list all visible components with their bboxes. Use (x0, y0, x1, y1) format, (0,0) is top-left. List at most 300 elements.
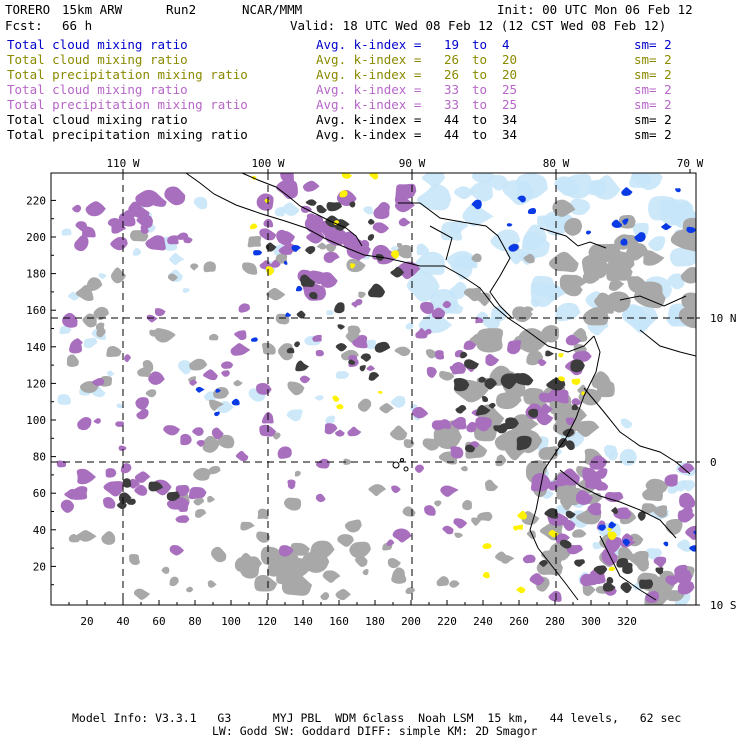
heavy-cloud-shade (369, 372, 380, 381)
field-smoothing: sm= 2 (634, 52, 672, 67)
heavy-cloud-shade (306, 199, 317, 205)
light-cloud-shade (287, 409, 303, 421)
cloud-shade (233, 380, 242, 386)
precip-shade (654, 557, 667, 568)
light-cloud-shade (621, 418, 633, 428)
precip-shade (393, 528, 412, 542)
cloud-shade (572, 529, 586, 537)
precip-highlight (513, 526, 519, 531)
precip-shade (164, 186, 185, 205)
heavy-cloud-shade (545, 350, 554, 356)
deep-cloud-shade (586, 231, 591, 235)
light-cloud-shade (677, 539, 691, 551)
precip-shade (466, 422, 476, 433)
cloud-shade (476, 328, 503, 352)
light-cloud-shade (84, 338, 98, 348)
x-tick-label: 160 (329, 615, 349, 628)
model-run: Run2 (166, 2, 197, 17)
cloud-shade (266, 288, 285, 300)
model-resolution: 15km ARW (62, 2, 123, 17)
cloud-shade (454, 533, 463, 538)
x-tick-label: 40 (116, 615, 130, 628)
heavy-cloud-shade (368, 219, 375, 225)
precip-shade (103, 497, 115, 509)
cloud-shade (681, 292, 709, 309)
light-cloud-shade (391, 396, 406, 408)
field-name: Total precipitation mixing ratio (7, 127, 248, 142)
precip-shade (335, 430, 345, 437)
field-kindex-to-word: to (472, 67, 488, 82)
precip-highlight (336, 404, 343, 409)
cloud-shade (496, 454, 507, 466)
precip-highlight (558, 353, 563, 357)
precip-shade (435, 350, 444, 359)
heavy-cloud-shade (361, 353, 371, 361)
heavy-cloud-shade (368, 234, 374, 241)
field-kindex-from: 19 (444, 37, 460, 52)
longitude-label: 100 W (251, 157, 285, 170)
precip-shade (155, 308, 166, 316)
light-cloud-shade (417, 184, 451, 210)
precip-shade (110, 237, 127, 250)
field-kindex-label: Avg. k-index = (316, 37, 422, 52)
cloud-shade (379, 403, 394, 413)
precip-shade (221, 370, 230, 377)
latitude-label: 10 N (710, 312, 737, 325)
cloud-shade (449, 580, 460, 588)
precip-shade (300, 376, 310, 384)
cloud-shade (390, 425, 407, 440)
longitude-label: 70 W (676, 157, 704, 170)
cloud-shade (193, 498, 204, 505)
cloud-shade (248, 236, 262, 247)
field-kindex-to: 20 (502, 67, 518, 82)
deep-cloud-shade (621, 187, 632, 196)
cloud-shade (101, 531, 115, 545)
deep-cloud-shade (528, 208, 536, 214)
precip-shade (450, 446, 463, 458)
field-kindex-label: Avg. k-index = (316, 127, 422, 142)
heavy-cloud-shade (294, 341, 300, 347)
field-name: Total cloud mixing ratio (7, 52, 188, 67)
precip-shade (147, 315, 158, 323)
precip-shade (221, 361, 233, 369)
precip-shade (135, 397, 149, 410)
heavy-cloud-shade (337, 324, 345, 329)
precip-shade (316, 459, 330, 469)
cloud-shade (485, 480, 498, 492)
light-cloud-shade (648, 236, 665, 251)
deep-cloud-shade (251, 337, 258, 341)
forecast-label: Fcst: (5, 18, 43, 33)
model-info: Model Info: V3.3.1 G3 MYJ PBL WDM 6class Noah LSM 15 km, 44 levels, 62 sec (72, 711, 682, 725)
cloud-shade (609, 280, 624, 291)
precip-shade (62, 313, 78, 328)
heavy-cloud-shade (336, 343, 347, 351)
heavy-cloud-shade (316, 205, 327, 213)
x-tick-label: 20 (80, 615, 94, 628)
heavy-cloud-shade (375, 342, 391, 353)
light-cloud-shade (133, 248, 141, 256)
cloud-shade (242, 262, 257, 274)
precip-shade (61, 500, 74, 513)
forecast-hours: 66 h (62, 18, 93, 33)
cloud-shade (437, 576, 450, 586)
field-kindex-to: 25 (502, 97, 518, 112)
precip-shade (507, 340, 521, 354)
y-tick-label: 40 (32, 523, 46, 537)
precip-shade (77, 417, 91, 430)
precip-shade (77, 469, 96, 484)
field-smoothing: sm= 2 (634, 82, 672, 97)
cloud-shade (349, 542, 371, 559)
y-tick-label: 20 (32, 560, 46, 574)
cloud-shade (462, 500, 472, 510)
precip-shade (420, 302, 434, 314)
cloud-shade (403, 506, 416, 516)
cloud-shade (406, 587, 416, 594)
light-cloud-shade (282, 202, 300, 215)
x-tick-label: 260 (509, 615, 529, 628)
precip-shade (180, 434, 192, 445)
precip-shade (373, 202, 389, 219)
cloud-shade (583, 585, 596, 596)
field-smoothing: sm= 2 (634, 127, 672, 142)
cloud-shade (240, 522, 254, 531)
precip-shade (415, 465, 424, 473)
field-kindex-label: Avg. k-index = (316, 97, 422, 112)
precip-shade (145, 235, 165, 250)
precip-shade (453, 518, 467, 528)
x-tick-label: 80 (188, 615, 202, 628)
light-cloud-shade (183, 288, 190, 293)
field-kindex-to-word: to (472, 97, 488, 112)
x-tick-label: 100 (221, 615, 241, 628)
y-tick-label: 140 (26, 340, 46, 354)
cloud-shade (337, 534, 354, 547)
cloud-shade (287, 381, 304, 395)
cloud-shade (208, 580, 217, 588)
precip-shade (236, 451, 248, 461)
field-name: Total cloud mixing ratio (7, 37, 188, 52)
cloud-shade (154, 328, 176, 342)
cloud-shade (597, 381, 615, 397)
field-kindex-label: Avg. k-index = (316, 112, 422, 127)
heavy-cloud-shade (655, 567, 663, 574)
cloud-shade (358, 399, 371, 412)
precip-shade (452, 362, 466, 374)
cloud-shade (527, 530, 536, 538)
heavy-cloud-shade (327, 202, 343, 211)
field-kindex-label: Avg. k-index = (316, 82, 422, 97)
precip-highlight (332, 396, 339, 402)
field-name: Total cloud mixing ratio (7, 82, 188, 97)
deep-cloud-shade (253, 250, 262, 255)
precip-shade (373, 222, 389, 233)
precip-shade (395, 184, 416, 200)
field-kindex-label: Avg. k-index = (316, 52, 422, 67)
cloud-shade (335, 589, 350, 600)
heavy-cloud-shade (611, 507, 618, 514)
deep-cloud-shade (663, 542, 668, 547)
heavy-cloud-shade (464, 359, 479, 369)
light-cloud-shade (417, 244, 429, 256)
cloud-shade (391, 567, 406, 583)
heavy-cloud-shade (123, 478, 132, 488)
precip-shade (485, 354, 499, 366)
heavy-cloud-shade (460, 352, 467, 359)
cloud-shade (207, 496, 215, 503)
init-time: Init: 00 UTC Mon 06 Feb 12 (497, 2, 693, 17)
light-cloud-shade (169, 253, 184, 265)
cloud-shade (404, 439, 415, 448)
field-kindex-from: 26 (444, 52, 460, 67)
light-cloud-shade (107, 371, 114, 377)
precip-shade (316, 350, 324, 356)
cloud-shade (254, 575, 277, 592)
cloud-shade (240, 564, 259, 579)
heavy-cloud-shade (305, 246, 315, 254)
model-name: TORERO (5, 2, 51, 17)
heavy-cloud-shade (368, 284, 385, 298)
precip-highlight (572, 379, 581, 385)
precip-shade (106, 468, 117, 478)
field-kindex-to-word: to (472, 112, 488, 127)
precip-highlight (378, 391, 383, 394)
cloud-shade (209, 334, 219, 340)
precip-shade (123, 210, 135, 219)
light-cloud-shade (315, 395, 324, 400)
light-cloud-shade (422, 168, 445, 187)
cloud-shade (169, 577, 178, 587)
precip-shade (103, 481, 122, 496)
field-kindex-label: Avg. k-index = (316, 67, 422, 82)
cloud-shade (67, 354, 79, 366)
cloud-shade (368, 484, 386, 496)
deep-cloud-shade (285, 313, 291, 317)
field-name: Total precipitation mixing ratio (7, 67, 248, 82)
cloud-shade (262, 343, 276, 355)
light-cloud-shade (588, 180, 606, 195)
precip-highlight (482, 543, 491, 549)
precip-shade (387, 539, 395, 546)
precip-shade (523, 555, 536, 564)
cloud-shade (295, 471, 301, 477)
light-cloud-shade (415, 252, 445, 275)
precip-shade (664, 474, 677, 486)
cloud-shade (388, 558, 401, 568)
heavy-cloud-shade (482, 396, 488, 402)
cloud-shade (317, 243, 327, 250)
precip-shade (231, 343, 251, 356)
precip-shade (74, 235, 88, 251)
physics-info: LW: Godd SW: Goddard DIFF: simple KM: 2D Smagor (212, 724, 538, 738)
latitude-label: 10 S (710, 599, 737, 612)
precip-shade (94, 418, 101, 424)
cloud-shade (323, 570, 341, 583)
precip-shade (347, 427, 361, 437)
precip-shade (257, 193, 274, 210)
light-cloud-shade (61, 228, 71, 235)
longitude-label: 90 W (398, 157, 426, 170)
institution: NCAR/MMM (242, 2, 303, 17)
x-tick-label: 120 (257, 615, 277, 628)
field-kindex-to-word: to (472, 52, 488, 67)
precip-highlight (609, 567, 616, 571)
precip-shade (685, 526, 701, 540)
cloud-shade (193, 468, 210, 481)
precip-shade (287, 479, 295, 489)
field-kindex-to: 25 (502, 82, 518, 97)
cloud-shade (346, 259, 365, 272)
light-cloud-shade (336, 371, 350, 379)
field-kindex-to-word: to (472, 127, 488, 142)
precip-shade (170, 545, 184, 556)
precip-shade (316, 494, 326, 502)
precip-shade (320, 272, 338, 288)
cloud-shade (477, 512, 492, 521)
precip-shade (74, 338, 83, 345)
cloud-shade (358, 292, 366, 299)
cloud-shade (134, 589, 150, 600)
longitude-label: 110 W (106, 157, 140, 170)
cloud-shade (146, 389, 157, 397)
light-cloud-shade (472, 170, 495, 183)
field-name: Total precipitation mixing ratio (7, 97, 248, 112)
cloud-shade (208, 466, 220, 474)
heavy-cloud-shade (360, 365, 366, 371)
heavy-cloud-shade (574, 559, 585, 567)
cloud-shade (111, 267, 126, 283)
precip-shade (538, 359, 547, 366)
cloud-shade (320, 592, 329, 600)
cloud-shade (258, 509, 269, 520)
x-tick-label: 140 (293, 615, 313, 628)
cloud-shade (213, 387, 229, 399)
x-tick-label: 60 (152, 615, 166, 628)
precip-highlight (250, 224, 258, 230)
cloud-shade (195, 509, 206, 518)
light-cloud-shade (194, 197, 207, 209)
light-cloud-shade (57, 394, 70, 405)
longitude-label: 80 W (542, 157, 570, 170)
precip-shade (234, 330, 246, 340)
x-tick-label: 320 (617, 615, 637, 628)
field-name: Total cloud mixing ratio (7, 112, 188, 127)
field-kindex-to-word: to (472, 37, 488, 52)
field-smoothing: sm= 2 (634, 97, 672, 112)
cloud-shade (426, 349, 436, 358)
cloud-shade (639, 282, 663, 306)
x-tick-label: 180 (365, 615, 385, 628)
cloud-shade (549, 252, 579, 272)
deep-cloud-shade (675, 188, 681, 192)
y-tick-label: 100 (26, 414, 46, 427)
light-cloud-shade (620, 449, 637, 466)
cloud-shade (211, 547, 226, 563)
heavy-cloud-shade (127, 499, 136, 505)
precip-shade (86, 201, 106, 216)
precip-highlight (516, 587, 525, 594)
x-tick-label: 300 (581, 615, 601, 628)
cloud-shade (464, 288, 481, 302)
field-kindex-to: 20 (502, 52, 518, 67)
field-kindex-from: 26 (444, 67, 460, 82)
deep-cloud-shade (507, 223, 513, 226)
latitude-label: 0 (710, 456, 717, 469)
precip-shade (278, 446, 292, 459)
precip-shade (176, 515, 190, 523)
x-tick-label: 200 (401, 615, 421, 628)
valid-time: Valid: 18 UTC Wed 08 Feb 12 (12 CST Wed 08 Feb 12) (290, 18, 667, 33)
precip-shade (355, 299, 362, 305)
cloud-shade (106, 346, 121, 357)
precip-shade (256, 383, 272, 395)
precip-shade (679, 493, 695, 508)
cloud-shade (129, 554, 140, 565)
precip-shade (124, 354, 131, 362)
precip-shade (645, 591, 659, 603)
cloud-shade (665, 519, 682, 535)
field-smoothing: sm= 2 (634, 67, 672, 82)
cloud-shade (395, 347, 411, 356)
cloud-shade (186, 587, 193, 593)
precip-shade (72, 205, 81, 213)
heavy-cloud-shade (334, 302, 344, 313)
precip-shade (324, 252, 340, 263)
precip-shade (580, 574, 599, 586)
light-cloud-shade (531, 276, 555, 296)
cloud-shade (190, 263, 198, 270)
x-tick-label: 280 (545, 615, 565, 628)
precip-shade (189, 487, 207, 499)
precip-shade (203, 369, 218, 380)
heavy-cloud-shade (455, 405, 466, 414)
precip-shade (442, 526, 453, 535)
field-kindex-to-word: to (472, 82, 488, 97)
field-kindex-from: 44 (444, 127, 460, 142)
heavy-cloud-shade (295, 360, 309, 371)
cloud-shade (363, 569, 369, 575)
deep-cloud-shade (196, 387, 205, 393)
cloud-shade (461, 466, 468, 471)
cloud-shade (284, 498, 301, 511)
field-smoothing: sm= 2 (634, 37, 672, 52)
cloud-shade (434, 500, 441, 506)
deep-cloud-shade (232, 399, 240, 406)
light-cloud-shade (470, 181, 493, 201)
precip-shade (163, 425, 180, 435)
y-tick-label: 180 (26, 267, 46, 281)
cloud-shade (162, 567, 170, 574)
heavy-cloud-shade (297, 311, 306, 319)
precip-shade (303, 181, 320, 192)
cloud-shade (189, 359, 207, 371)
y-tick-label: 80 (32, 450, 46, 464)
field-kindex-from: 33 (444, 82, 460, 97)
precip-shade (367, 365, 376, 370)
precip-shade (424, 505, 436, 516)
y-tick-label: 220 (26, 194, 46, 208)
precip-shade (239, 303, 251, 312)
light-cloud-shade (363, 206, 373, 214)
field-kindex-to: 4 (502, 37, 510, 52)
y-tick-label: 200 (26, 231, 46, 244)
x-tick-label: 220 (437, 615, 457, 628)
field-kindex-to: 34 (502, 127, 518, 142)
field-smoothing: sm= 2 (634, 112, 672, 127)
light-cloud-shade (98, 273, 106, 279)
